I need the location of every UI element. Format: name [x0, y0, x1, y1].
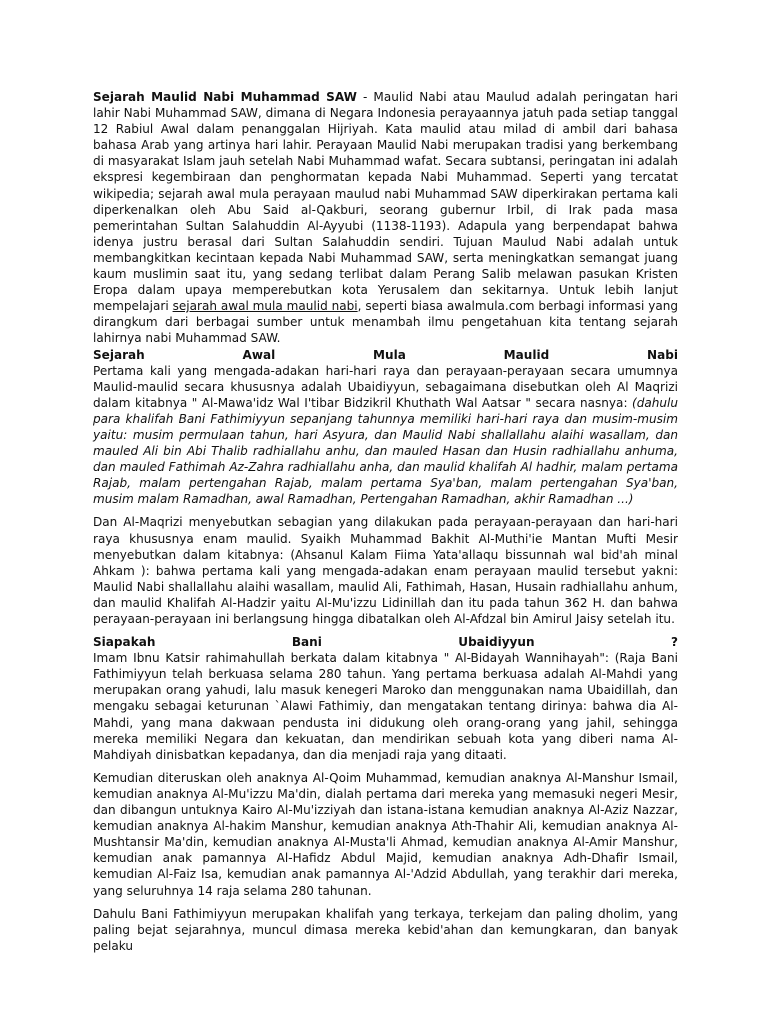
- heading-word: Sejarah: [93, 347, 145, 362]
- article-title: Sejarah Maulid Nabi Muhammad SAW: [93, 90, 357, 104]
- heading-word: Nabi: [647, 347, 678, 362]
- heading-word: Maulid: [503, 347, 550, 362]
- section-heading-ubaidiyyun: [93, 634, 678, 650]
- history-quote: (dahulu para khalifah Bani Fathimiyyun sepanjang tahunnya memiliki hari-hari raya dan musim-musim yaitu: musim permulaan tahun, hari Asyura, dan Maulid Nabi shallallahu alaihi wasallam, dan mauled Ali bin Abi Thalib radhiallahu anhu, dan mauled Hasan dan Husin radhiallahu anhuma, dan mauled Fathimah Az-Zahra radhiallahu anha, dan maulid khalifah Al hadhir, malam pertama Rajab, malam pertengahan Rajab, malam pertama Sya'ban, malam pertengahan Sya'ban, musim malam Ramadhan, awal Ramadhan, Pertengahan Ramadhan, akhir Ramadhan ...): [93, 395, 678, 507]
- heading-word: Ubaidiyyun: [458, 635, 535, 650]
- history-link[interactable]: sejarah awal mula maulid nabi: [172, 299, 358, 314]
- heading-word: ?: [670, 635, 678, 650]
- heading-word: Bani: [291, 635, 322, 650]
- history-text: Pertama kali yang mengada-adakan hari-hari raya dan perayaan-perayaan secara umumnya Maulid-maulid secara khususnya adalah Ubaidiyyun, sebagaimana disebutkan oleh Al Maqrizi dalam kitabnya " Al-Mawa'idz Wal I'tibar Bidzikril Khuthath Wal Aatsar " secara nasnya:: [93, 363, 678, 410]
- fathimiyyun-paragraph: Dahulu Bani Fathimiyyun merupakan khalifah yang terkaya, terkejam dan paling dholim, yang paling bejat sejarahnya, muncul dimasa mereka kebid'ahan dan kemungkaran, dan banyak pelaku: [93, 906, 678, 953]
- heading-word: Awal: [242, 347, 276, 362]
- succession-paragraph: Kemudian diteruskan oleh anaknya Al-Qoim Muhammad, kemudian anaknya Al-Manshur Ismail, kemudian anaknya Al-Mu'izzu Ma'din, dialah pertama dari mereka yang memasuki negeri Mesir, dan dibangun untuknya Kairo Al-Mu'izziyah dan istana-istana kemudian anaknya Al-Aziz Nazzar, kemudian anaknya Al-hakim Manshur, kemudian anaknya Ath-Thahir Ali, kemudian anaknya Al-Mushtansir Ma'din, kemudian anaknya Al-Musta'li Ahmad, kemudian anaknya Al-Amir Manshur, kemudian anak pamannya Al-Hafidz Abdul Majid, kemudian anaknya Adh-Dhafir Ismail, kemudian Al-Faiz Isa, kemudian anak pamannya Al-'Adzid Abdullah, yang terakhir dari mereka, yang seluruhnya 14 raja selama 280 tahunan.: [93, 770, 678, 898]
- maqrizi-paragraph: Dan Al-Maqrizi menyebutkan sebagian yang dilakukan pada perayaan-perayaan dan hari-hari raya khususnya enam maulid. Syaikh Muhammad Bakhit Al-Muthi'ie Mantan Mufti Mesir menyebutkan dalam kitabnya: (Ahsanul Kalam Fiima Yata'allaqu bissunnah wal bid'ah minal Ahkam ): bahwa pertama kali yang mengada-adakan enam perayaan maulid tersebut yakni: Maulid Nabi shallallahu alaihi wasallam, maulid Ali, Fathimah, Hasan, Husain radhiallahu anhum, dan maulid Khalifah Al-Hadzir yaitu Al-Mu'izzu Lidinillah dan itu pada tahun 362 H. dan bahwa perayaan-perayaan ini berlangsung hingga dibatalkan oleh Al-Afdzal bin Amirul Jaisy setelah itu.: [93, 515, 678, 626]
- intro-text: Maulid Nabi atau Maulud adalah peringatan hari lahir Nabi Muhammad SAW, dimana di Negara Indonesia perayaannya jatuh pada setiap tanggal 12 Rabiul Awal dalam penanggalan Hijriyah. Kata maulid atau milad di ambil dari bahasa bahasa Arab yang artinya hari lahir. Perayaan Maulid Nabi merupakan tradisi yang berkembang di masyarakat Islam jauh setelah Nabi Muhammad wafat. Secara subtansi, peringatan ini adalah ekspresi kegembiraan dan penghormatan kepada Nabi Muhammad. Seperti yang tercatat wikipedia; sejarah awal mula perayaan maulud nabi Muhammad SAW diperkirakan pertama kali diperkenalkan oleh Abu Said al-Qakburi, seorang gubernur Irbil, di Irak pada masa pemerintahan Sultan Salahuddin Al-Ayyubi (1138-1193). Adapula yang berpendapat bahwa idenya justru berasal dari Sultan Salahuddin sendiri. Tujuan Maulud Nabi adalah untuk membangkitkan kecintaan kepada Nabi Muhammad SAW, serta meningkatkan semangat juang kaum muslimin saat itu, yang sedang terlibat dalam Perang Salib melawan pasukan Kristen Eropa dalam upaya memperebutkan kota Yerusalem dan sekitarnya. Untuk lebih lanjut mempelajari: [93, 90, 679, 314]
- intro-paragraph: [93, 89, 678, 347]
- heading-word: Siapakah: [93, 635, 156, 650]
- ibnu-katsir-paragraph: Imam Ibnu Katsir rahimahullah berkata dalam kitabnya " Al-Bidayah Wannihayah": (Raja Bani Fathimiyyun telah berkuasa selama 280 tahun. Yang pertama berkuasa adalah Al-Mahdi yang merupakan orang yahudi, lalu masuk kenegeri Maroko dan menggunakan nama Ubaidillah, dan mengaku sebagai keturunan `Alawi Fathimiy, dan mengatakan tentang dirinya: bahwa dia Al-Mahdi, yang mana dakwaan pendusta ini didukung oleh orang-orang yang jahil, sehingga mereka memiliki Negara dan kekuatan, dan mendirikan sebuah kota yang diberi nama Al-Mahdiyah dinisbatkan kepadanya, dan dia menjadi raja yang ditaati.: [93, 651, 678, 762]
- intro-text-end: , seperti biasa awalmula.com berbagi informasi yang dirangkum dari berbagai sumber untuk menambah ilmu pengetahuan kita tentang sejarah lahirnya nabi Muhammad SAW.: [93, 299, 679, 346]
- title-separator: -: [356, 90, 374, 104]
- heading-word: Mula: [373, 347, 406, 362]
- section-heading-history: [93, 347, 678, 363]
- history-paragraph: [93, 363, 678, 508]
- document-page: [93, 89, 678, 954]
